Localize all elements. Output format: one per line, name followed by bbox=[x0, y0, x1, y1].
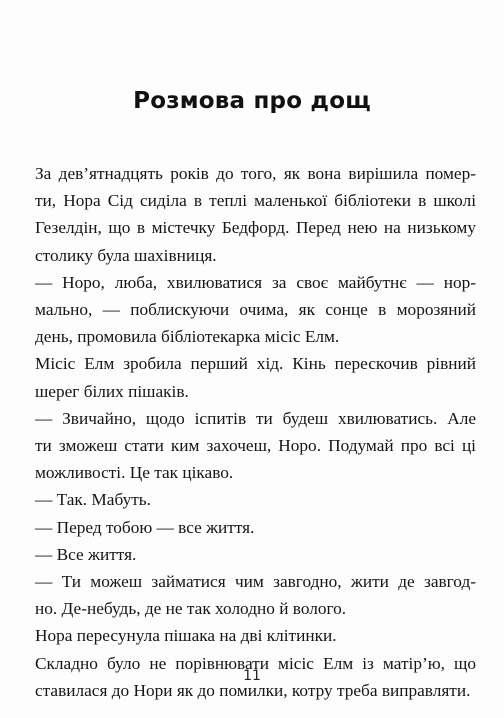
line-16: — Ти можеш займатися чим завгодно, жити де завгод- bbox=[35, 572, 476, 592]
line-5: — Норо, люба, хвилюватися за своє майбутнє — нор- bbox=[35, 272, 476, 292]
line-18: Нора пересунула пішака на дві клітинки. bbox=[35, 626, 337, 646]
page-number: 11 bbox=[243, 668, 261, 684]
line-17: но. Де-небудь, де не так холодно й волого. bbox=[35, 599, 347, 619]
line-10: — Звичайно, щодо іспитів ти будеш хвилюватись. Але bbox=[35, 408, 476, 428]
line-1: За дев’ятнадцять років до того, як вона вирішила помер- bbox=[35, 164, 476, 183]
line-14: — Перед тобою — все життя. bbox=[35, 517, 255, 537]
line-8: Місіс Елм зробила перший хід. Кінь перескочив рівний bbox=[35, 354, 476, 374]
line-19: Складно було не порівнювати місіс Елм із матір’ю, що bbox=[35, 653, 476, 673]
line-12: можливості. Це так цікаво. bbox=[35, 463, 234, 483]
line-15: — Все життя. bbox=[35, 544, 137, 564]
line-4: столику була шахівниця. bbox=[35, 245, 217, 265]
line-6: мально, — поблискуючи очима, як сонце в морозяний bbox=[35, 300, 476, 320]
line-11: ти зможеш стати ким захочеш, Норо. Подумай про всі ці bbox=[35, 436, 476, 456]
line-13: — Так. Мабуть. bbox=[35, 490, 151, 510]
chapter-title: Розмова про дощ bbox=[133, 88, 371, 114]
line-20: ставилася до Нори як до помилки, котру треба виправляти. bbox=[35, 680, 471, 700]
chapter-body bbox=[35, 160, 476, 704]
line-7: день, промовила бібліотекарка місіс Елм. bbox=[35, 327, 340, 347]
line-3: Гезелдін, що в містечку Бедфорд. Перед нею на низькому bbox=[35, 218, 476, 238]
line-2: ти, Нора Сід сиділа в теплі маленької бібліотеки в школі bbox=[35, 191, 476, 211]
line-9: шерег білих пішаків. bbox=[35, 381, 189, 401]
